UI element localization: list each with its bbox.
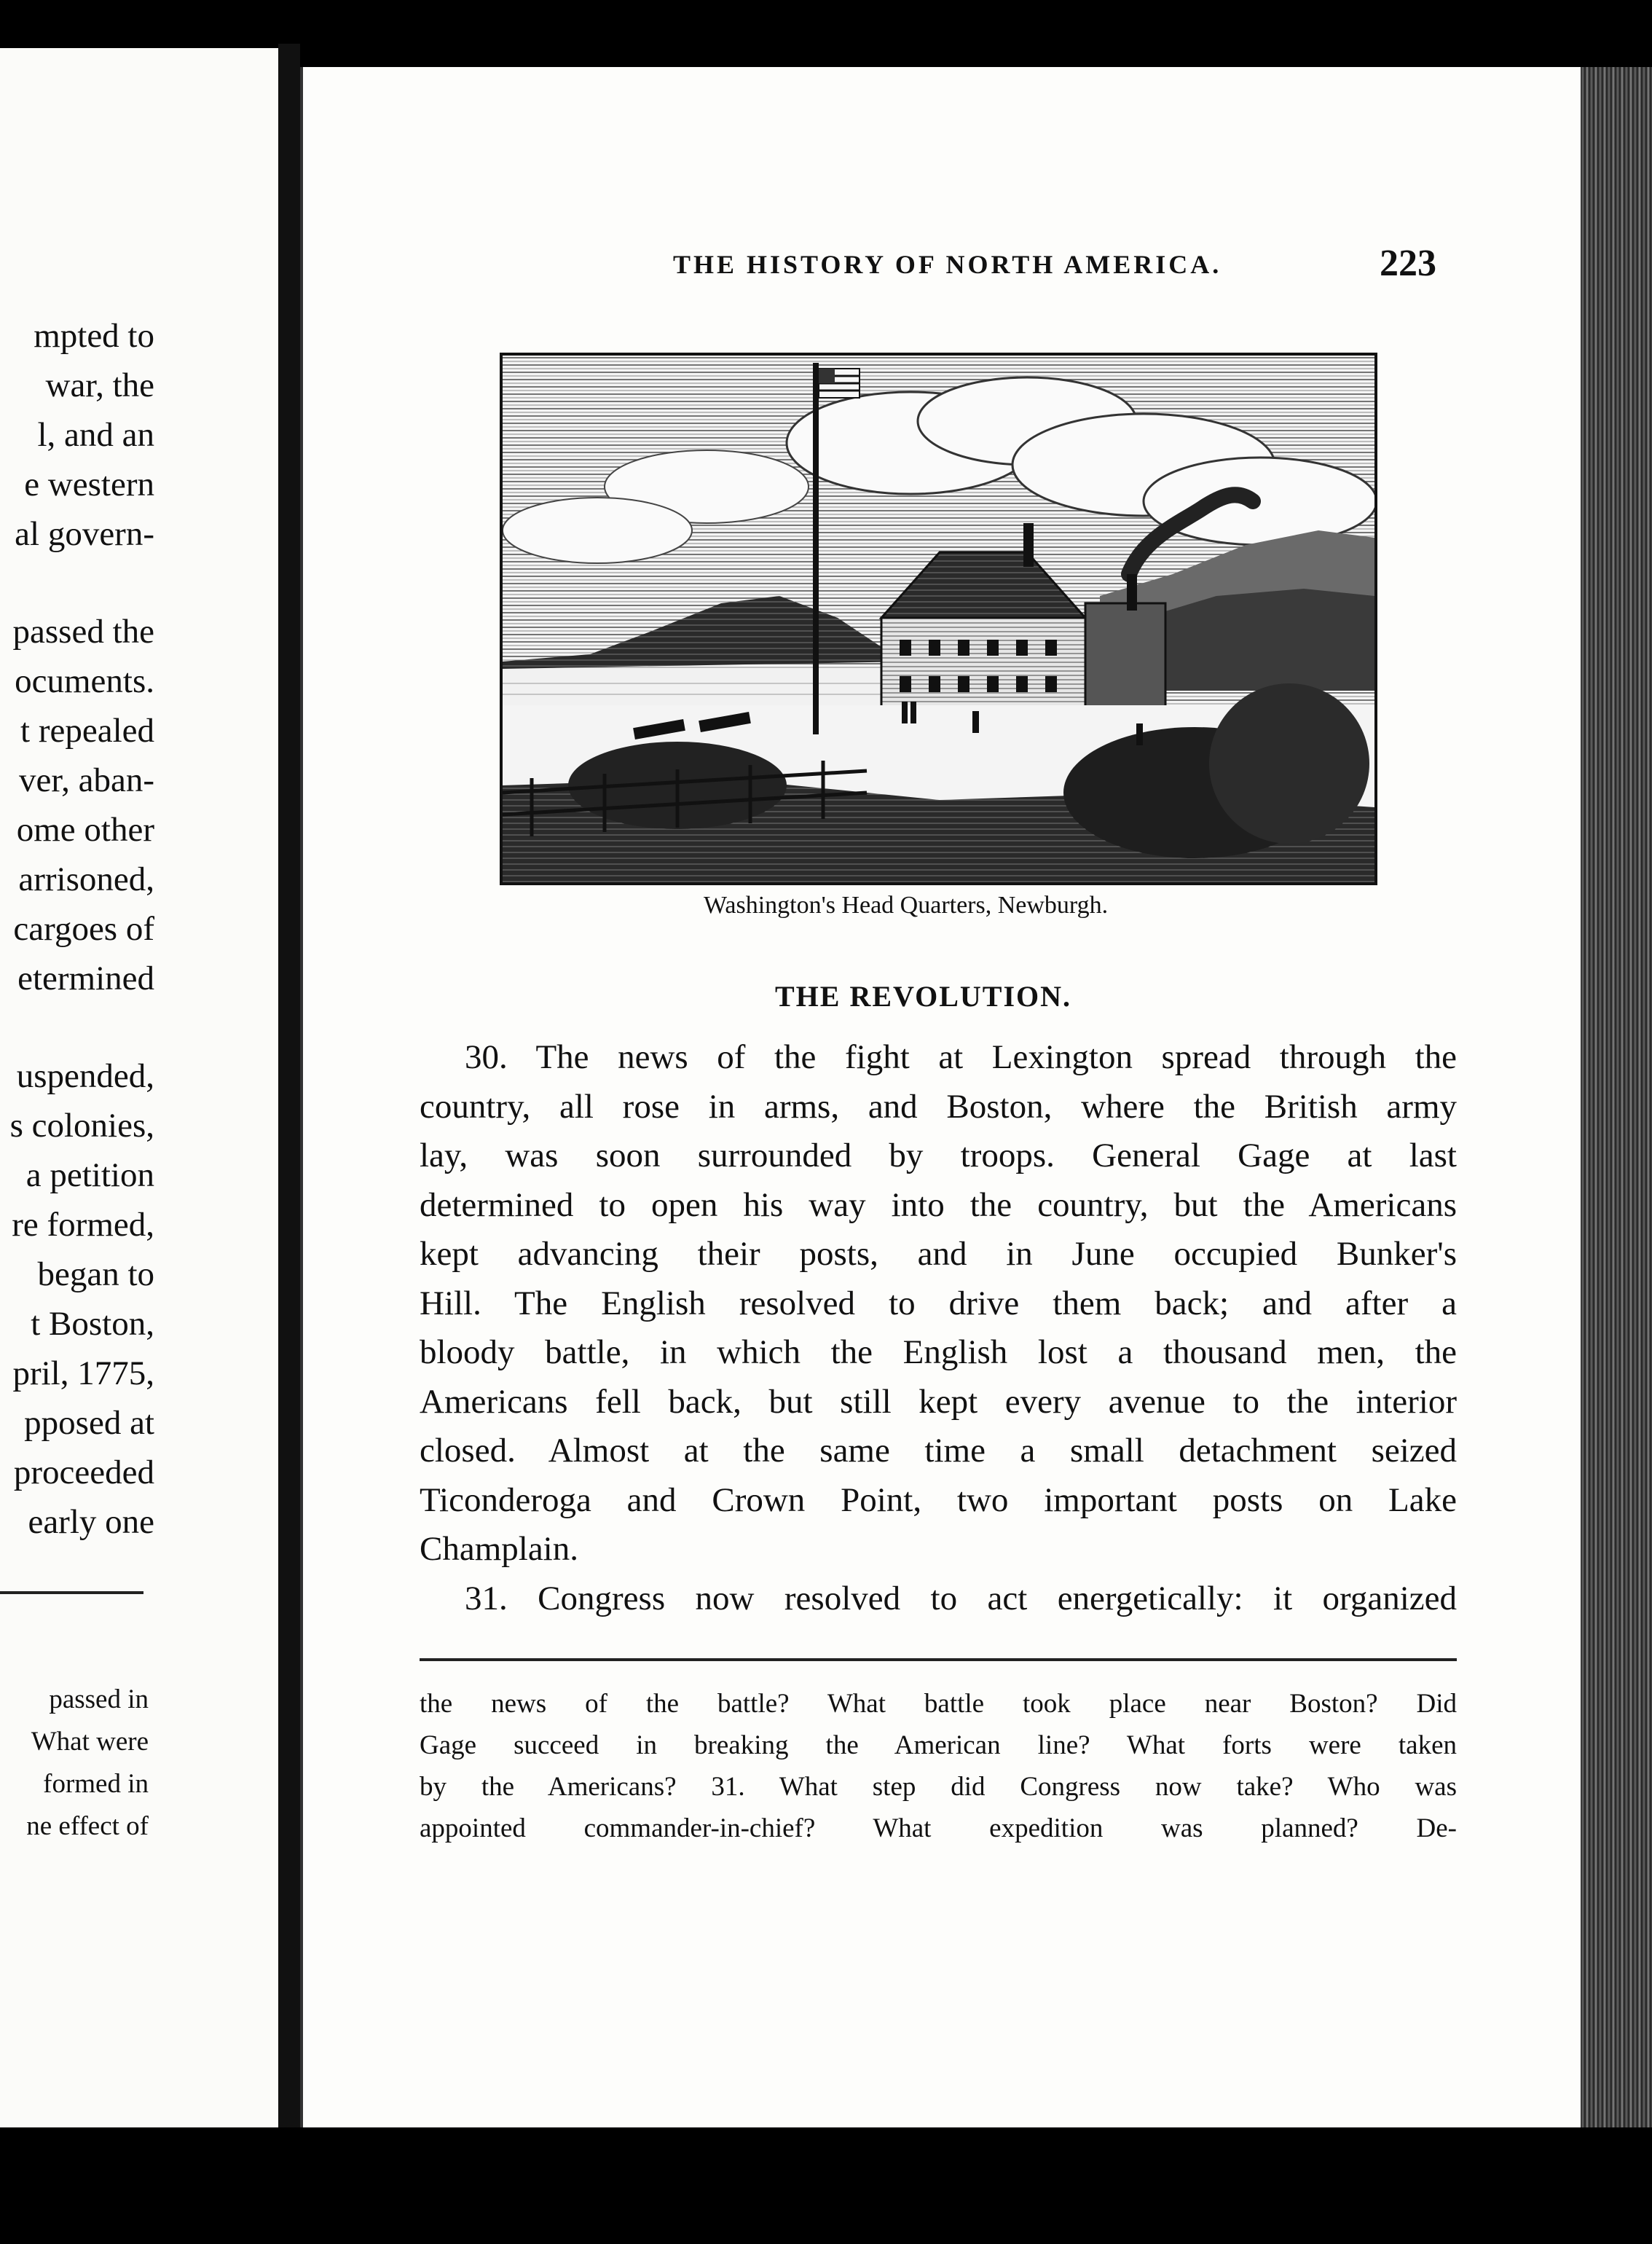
- left-page-line: mpted to: [34, 317, 154, 355]
- body-line: country, all rose in arms, and Boston, where the British army: [420, 1087, 1457, 1126]
- left-page-line: ver, aban-: [18, 761, 154, 799]
- left-page-footnote-rule: [0, 1591, 143, 1594]
- left-page-line: early one: [28, 1503, 154, 1541]
- left-page-line: etermined: [17, 960, 154, 997]
- body-line: Hill. The English resolved to drive them back; and after a: [420, 1284, 1457, 1322]
- footnote-line: the news of the battle? What battle took place near Boston? Did: [420, 1689, 1457, 1719]
- left-page-line: pposed at: [24, 1404, 154, 1442]
- footnote-line: by the Americans? 31. What step did Congress now take? Who was: [420, 1772, 1457, 1802]
- left-page: [0, 48, 278, 2132]
- left-page-line: war, the: [45, 366, 154, 404]
- body-line: 31. Congress now resolved to act energetically: it organized: [465, 1579, 1457, 1617]
- left-page-footnote-line: formed in: [43, 1769, 149, 1799]
- section-heading: THE REVOLUTION.: [775, 980, 1072, 1013]
- left-page-line: uspended,: [16, 1057, 154, 1095]
- right-page: [300, 67, 1614, 2129]
- body-line: closed. Almost at the same time a small detachment seized: [420, 1432, 1457, 1470]
- left-page-line: al govern-: [15, 515, 154, 553]
- body-text: [420, 1033, 1457, 1623]
- left-page-line: s colonies,: [9, 1107, 154, 1145]
- left-page-line: proceeded: [13, 1454, 154, 1491]
- footnote-line: appointed commander-in-chief? What expedition was planned? De-: [420, 1813, 1457, 1843]
- left-page-footnote-line: passed in: [49, 1684, 149, 1714]
- body-line: 30. The news of the fight at Lexington spread through the: [465, 1038, 1457, 1076]
- left-page-line: began to: [37, 1255, 154, 1293]
- left-page-line: ome other: [16, 811, 154, 849]
- left-page-line: e western: [24, 466, 154, 503]
- body-line: bloody battle, in which the English lost a thousand men, the: [420, 1333, 1457, 1371]
- engraving-illustration: [500, 353, 1377, 885]
- body-line: lay, was soon surrounded by troops. General Gage at last: [420, 1137, 1457, 1174]
- footnote-line: Gage succeed in breaking the American line? What forts were taken: [420, 1730, 1457, 1760]
- left-page-line: re formed,: [12, 1206, 154, 1244]
- left-page-footnote-line: ne effect of: [26, 1811, 149, 1841]
- illustration-caption: Washington's Head Quarters, Newburgh.: [704, 892, 1109, 919]
- footnote-rule: [420, 1658, 1457, 1661]
- book-gutter: [278, 44, 300, 2127]
- body-line: Champlain.: [420, 1530, 578, 1568]
- left-page-line: cargoes of: [13, 910, 154, 948]
- left-page-line: l, and an: [37, 416, 154, 454]
- scan-border: [0, 2127, 1652, 2244]
- footnotes: [420, 1683, 1457, 1849]
- body-line: Americans fell back, but still kept every avenue to the interior: [420, 1382, 1457, 1421]
- left-page-line: t Boston,: [31, 1305, 154, 1343]
- left-page-line: ocuments.: [15, 662, 154, 700]
- left-page-line: a petition: [25, 1156, 154, 1194]
- left-page-line: arrisoned,: [18, 860, 154, 898]
- left-page-footnote-line: What were: [31, 1727, 149, 1757]
- left-page-line: passed the: [12, 613, 154, 651]
- page-stack-edge: [1581, 67, 1652, 2244]
- body-line: kept advancing their posts, and in June occupied Bunker's: [420, 1235, 1457, 1273]
- body-line: determined to open his way into the country, but the Americans: [420, 1185, 1457, 1224]
- left-page-line: t repealed: [20, 712, 154, 750]
- running-head: THE HISTORY OF NORTH AMERICA.: [673, 250, 1222, 279]
- body-line: Ticonderoga and Crown Point, two important posts on Lake: [420, 1480, 1457, 1519]
- page-number: 223: [1380, 243, 1436, 284]
- left-page-line: pril, 1775,: [12, 1354, 154, 1392]
